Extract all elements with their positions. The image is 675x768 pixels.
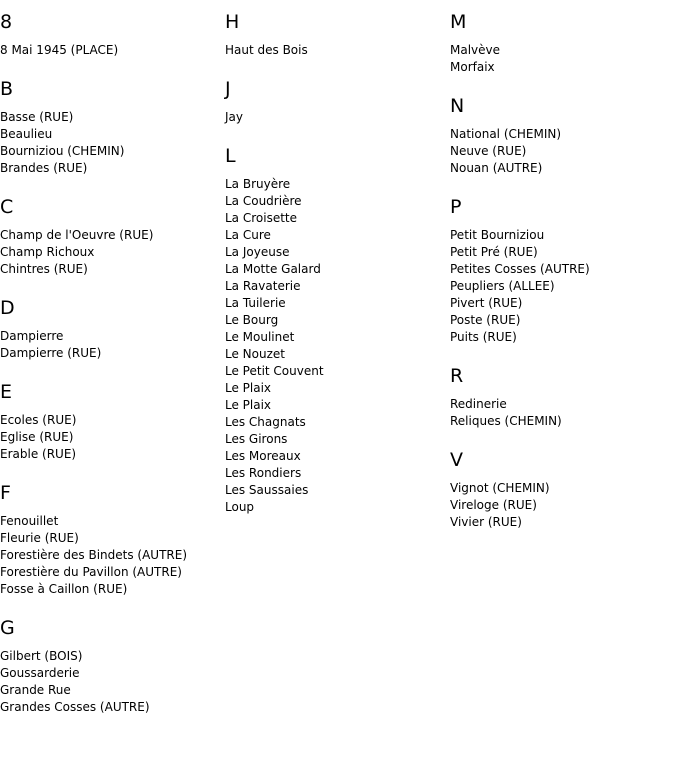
- letter-group: [450, 365, 675, 430]
- street-name: Bourniziou (CHEMIN): [0, 144, 125, 158]
- street-name: Ecoles (RUE): [0, 413, 77, 427]
- street-name: Peupliers (ALLEE): [450, 279, 555, 293]
- letter-group: [450, 95, 675, 177]
- column-3: [450, 11, 675, 550]
- street-name: Fenouillet: [0, 514, 59, 528]
- street-name: La Cure: [225, 228, 271, 242]
- street-name: Forestière du Pavillon (AUTRE): [0, 565, 182, 579]
- street-name: Petites Cosses (AUTRE): [450, 262, 590, 276]
- street-name: Le Moulinet: [225, 330, 295, 344]
- street-name: Goussarderie: [0, 666, 80, 680]
- street-name: La Joyeuse: [225, 245, 290, 259]
- street-name: Puits (RUE): [450, 330, 517, 344]
- street-name: Haut des Bois: [225, 43, 308, 57]
- letter-heading: C: [0, 196, 14, 218]
- street-name: Le Nouzet: [225, 347, 285, 361]
- street-name: Les Chagnats: [225, 415, 306, 429]
- letter-group: [225, 78, 450, 126]
- street-name: Les Rondiers: [225, 466, 302, 480]
- street-name: Forestière des Bindets (AUTRE): [0, 548, 188, 562]
- letter-group: [450, 196, 675, 346]
- street-name: Morfaix: [450, 60, 495, 74]
- letter-group: [450, 449, 675, 531]
- street-name: Neuve (RUE): [450, 144, 527, 158]
- street-name: Petit Pré (RUE): [450, 245, 538, 259]
- letter-heading: J: [225, 78, 231, 100]
- letter-heading: B: [0, 78, 14, 100]
- letter-heading: 8: [0, 11, 13, 33]
- street-name: Vignot (CHEMIN): [450, 481, 550, 495]
- street-name: Pivert (RUE): [450, 296, 523, 310]
- street-name: Fosse à Caillon (RUE): [0, 582, 128, 596]
- street-name: Chintres (RUE): [0, 262, 88, 276]
- letter-group: [225, 11, 450, 59]
- letter-group: [0, 617, 225, 716]
- street-name: Champ Richoux: [0, 245, 95, 259]
- letter-heading: E: [0, 381, 13, 403]
- letter-group: [450, 11, 675, 76]
- letter-group: [0, 482, 225, 598]
- street-name: Brandes (RUE): [0, 161, 88, 175]
- letter-heading: M: [450, 11, 467, 33]
- letter-group: [0, 297, 225, 362]
- letter-heading: V: [450, 449, 463, 471]
- street-name: Le Bourg: [225, 313, 279, 327]
- letter-group: [0, 381, 225, 463]
- street-name: Malvève: [450, 43, 501, 57]
- street-name: Poste (RUE): [450, 313, 521, 327]
- street-name: Fleurie (RUE): [0, 531, 79, 545]
- street-name: La Tuilerie: [225, 296, 286, 310]
- letter-heading: R: [450, 365, 464, 387]
- letter-heading: F: [0, 482, 11, 504]
- street-name: Beaulieu: [0, 127, 53, 141]
- street-name: Les Moreaux: [225, 449, 301, 463]
- street-name: Eglise (RUE): [0, 430, 74, 444]
- street-name: La Ravaterie: [225, 279, 301, 293]
- street-name: Vireloge (RUE): [450, 498, 537, 512]
- street-name: La Coudrière: [225, 194, 302, 208]
- street-name: Dampierre (RUE): [0, 346, 102, 360]
- street-name: Grandes Cosses (AUTRE): [0, 700, 150, 714]
- street-name: Reliques (CHEMIN): [450, 414, 562, 428]
- street-name: La Croisette: [225, 211, 298, 225]
- letter-heading: H: [225, 11, 240, 33]
- street-name: Erable (RUE): [0, 447, 77, 461]
- letter-heading: P: [450, 196, 462, 218]
- street-name: La Motte Galard: [225, 262, 321, 276]
- street-name: Petit Bourniziou: [450, 228, 545, 242]
- letter-group: [0, 78, 225, 177]
- letter-group: [0, 11, 225, 59]
- street-name: La Bruyère: [225, 177, 291, 191]
- street-name: Les Girons: [225, 432, 288, 446]
- street-name: Champ de l'Oeuvre (RUE): [0, 228, 154, 242]
- street-name: Jay: [225, 110, 243, 124]
- street-name: National (CHEMIN): [450, 127, 562, 141]
- street-name: Loup: [225, 500, 255, 514]
- street-name: 8 Mai 1945 (PLACE): [0, 43, 119, 57]
- street-name: Vivier (RUE): [450, 515, 522, 529]
- street-name: Le Petit Couvent: [225, 364, 324, 378]
- street-name: Nouan (AUTRE): [450, 161, 543, 175]
- column-1: [0, 11, 225, 735]
- letter-group: [0, 196, 225, 278]
- letter-heading: N: [450, 95, 465, 117]
- column-2: [225, 11, 450, 535]
- street-name: Le Plaix: [225, 398, 272, 412]
- street-name: Basse (RUE): [0, 110, 74, 124]
- letter-heading: D: [0, 297, 15, 319]
- street-name: Gilbert (BOIS): [0, 649, 83, 663]
- letter-group: [225, 145, 450, 516]
- letter-heading: G: [0, 617, 15, 639]
- street-name: Dampierre: [0, 329, 64, 343]
- letter-heading: L: [225, 145, 236, 167]
- street-name: Grande Rue: [0, 683, 71, 697]
- street-name: Le Plaix: [225, 381, 272, 395]
- street-name: Les Saussaies: [225, 483, 309, 497]
- street-name: Redinerie: [450, 397, 507, 411]
